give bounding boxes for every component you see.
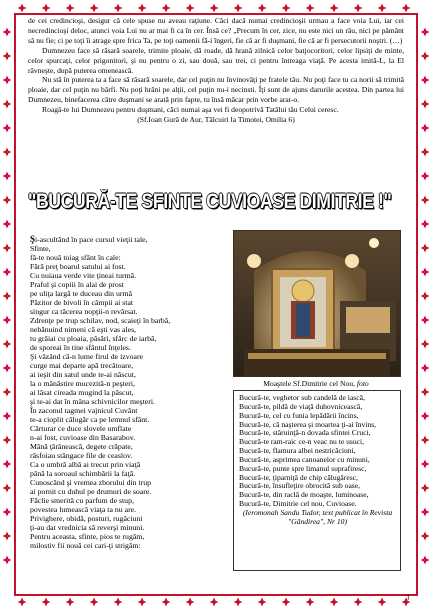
poem-line: ai pornit cu duhul pe drumuri de soare.	[30, 487, 152, 496]
acatist-line: Bucură-te, din raclă de moaşte, luminoase,	[239, 491, 369, 500]
border-ornament-icon	[2, 123, 12, 133]
poem-line: ai ieşit din satul unde te-ai născut,	[30, 370, 136, 379]
poem-line: te-a cioplit călugăr ca pe lemnul sfânt.	[30, 415, 150, 424]
border-ornament-icon	[2, 267, 12, 277]
poem-line: pe uliţa largă te duceau din urmă	[30, 289, 133, 298]
relics-photo	[233, 230, 401, 377]
border-ornament-icon	[2, 195, 12, 205]
border-ornament-icon	[420, 99, 430, 109]
poem-line: ai lăsat cireada mugind la păscut,	[30, 388, 134, 397]
border-ornament-icon	[113, 3, 123, 13]
poem-line: de sporeai în tine sfântul înţeles.	[30, 343, 131, 352]
border-ornament-icon	[420, 147, 430, 157]
poem-line: la o mănăstire mucezită-n peşteri,	[30, 379, 135, 388]
border-ornament-icon	[137, 597, 147, 607]
border-ornament-icon	[420, 123, 430, 133]
poem-line: Fără preţ boarul satului ai fost.	[30, 262, 126, 271]
poem-line: curge mai departe apă trecătoare,	[30, 361, 134, 370]
border-ornament-icon	[233, 597, 243, 607]
border-ornament-icon	[161, 3, 171, 13]
border-ornament-icon	[65, 597, 75, 607]
homily-excerpt	[28, 16, 404, 125]
poem-line: Pentru aceasta, sfinte, pios te rugăm,	[30, 532, 145, 541]
border-ornament-icon	[2, 147, 12, 157]
poem-line: Făclie smerită cu parfum de stup,	[30, 496, 134, 505]
border-ornament-icon	[209, 3, 219, 13]
poem-line: Mână ţărănească, degete crăpate,	[30, 442, 133, 451]
border-ornament-icon	[420, 531, 430, 541]
border-ornament-icon	[377, 3, 387, 13]
border-ornament-icon	[281, 597, 291, 607]
poem-line: Cărturar ce duce slovele umflate	[30, 424, 132, 433]
acatist-line: Bucură-te, asprimea canoanelor cu minuni,	[239, 455, 370, 464]
poem	[30, 235, 230, 550]
acatist-line: Bucură-te, pildă de viaţă duhovnicească,	[239, 402, 363, 411]
poem-line: nebănuind nimeni că eşti vas ales,	[30, 325, 137, 334]
border-ornament-icon	[2, 171, 12, 181]
border-ornament-icon	[41, 597, 51, 607]
poem-line: În zaconul tagmei vajnicul Cuvânt	[30, 406, 138, 415]
border-ornament-icon	[420, 267, 430, 277]
border-ornament-icon	[401, 3, 411, 13]
border-ornament-icon	[2, 459, 12, 469]
border-ornament-icon	[209, 597, 219, 607]
poem-line: Cunoscând şi vremea zborului din trup	[30, 478, 152, 487]
border-ornament-icon	[420, 459, 430, 469]
border-ornament-icon	[420, 171, 430, 181]
border-ornament-icon	[2, 363, 12, 373]
poem-initial: Ş	[30, 234, 36, 244]
poem-line: Ca o umbră albă ai trecut prin viaţă	[30, 460, 141, 469]
border-ornament-icon	[420, 387, 430, 397]
border-ornament-icon	[233, 3, 243, 13]
poem-line: povestea lumească viaţa ta nu are.	[30, 505, 137, 514]
border-ornament-icon	[2, 219, 12, 229]
acatist-line: Bucură-te, că naşterea şi moartea ţi-ai învins,	[239, 420, 377, 429]
poem-line: ţi-au dat vrednicia să reverşi minuni.	[30, 523, 145, 532]
border-ornament-icon	[2, 555, 12, 565]
border-ornament-icon	[281, 3, 291, 13]
poem-line-text: i-ascultând în pace cursul vieţii tale,	[35, 235, 148, 244]
poem-line: Şi văzând că-n lume firul de izvoare	[30, 352, 144, 361]
poem-line: Sfinte,	[30, 244, 51, 253]
border-ornament-icon	[420, 435, 430, 445]
homily-paragraph: de cei credincioşi, desigur că cele spuse nu aveau raţiune. Căci dacă numai credincioşii urmau a face voia Lui, iar cei necredincioşi deloc, atunci voia Lui nu ar mai fi ca în cer. Însă ce? „Precum în cer, zice, nu este nici un rău, nici pe pământ să nu fie; ci pe toţi îi atrage spre frica Ta, pe toţi oamenii fă-i îngeri, fie că ar fi duşmani, fie că ar fi persecutorii noştri. (…)	[28, 16, 404, 45]
border-ornament-icon	[420, 27, 430, 37]
border-ornament-icon	[17, 597, 27, 607]
border-ornament-icon	[420, 291, 430, 301]
poem-line: Praful şi copiii în alai de prost	[30, 280, 124, 289]
border-ornament-icon	[420, 195, 430, 205]
border-ornament-icon	[137, 3, 147, 13]
border-ornament-icon	[420, 51, 430, 61]
page-title: "BUCURĂ-TE SFINTE CUVIOASE DIMITRIE !"	[28, 190, 392, 213]
border-ornament-icon	[2, 243, 12, 253]
poem-line: Cu nuiaua verde vite ţineai turmă.	[30, 271, 137, 280]
acatist-line: Bucură-te, Dimitrie cel nou, Cuvioase.	[239, 500, 357, 509]
poem-line: fă-te nouă toiag sfânt în cale:	[30, 253, 121, 262]
poem-line: până la soroaul schimbării la faţă.	[30, 469, 136, 478]
poem-line: tu grăiai cu ploaia, păsări, sfârc de iarbă,	[30, 334, 157, 343]
border-ornament-icon	[185, 3, 195, 13]
poem-line: singur ca tăcerea nopţii-n revărsat.	[30, 307, 138, 316]
border-ornament-icon	[2, 531, 12, 541]
border-ornament-icon	[185, 597, 195, 607]
caption-italic: foto	[356, 379, 369, 388]
border-ornament-icon	[2, 339, 12, 349]
homily-citation: (Sf.Ioan Gură de Aur, Tâlcuiri la Timotei, Omilia 6)	[137, 115, 295, 125]
border-ornament-icon	[420, 555, 430, 565]
border-ornament-icon	[2, 99, 12, 109]
border-ornament-icon	[2, 483, 12, 493]
border-ornament-icon	[41, 3, 51, 13]
acatist-line: Bucură-te, veghetor sub candelă de iască,	[239, 394, 365, 402]
border-ornament-icon	[420, 243, 430, 253]
acatist-line: Bucură-te, ţiparniţă de chip călugăresc,	[239, 473, 358, 482]
page-number: 3	[406, 594, 410, 602]
acatist-source: (Ieromonah Sandu Tudor, text publicat în Revista "Gândirea", Nr 10)	[242, 508, 393, 526]
border-ornament-icon	[353, 3, 363, 13]
poem-line	[30, 235, 230, 244]
photo-caption	[233, 379, 399, 388]
border-ornament-icon	[161, 597, 171, 607]
border-ornament-icon	[2, 75, 12, 85]
border-ornament-icon	[257, 597, 267, 607]
poem-line: Zdrenţe pe trup schilav, nod, scaieţi în barbă,	[30, 316, 171, 325]
poem-line: n-ai fost, cuvioase din Basarabov.	[30, 433, 136, 442]
border-ornament-icon	[2, 411, 12, 421]
poem-line: Privighere, obidă, posturi, rugăciuni	[30, 514, 143, 523]
homily-paragraph: Roagă-te lui Dumnezeu pentru duşmani, căci numai aşa vei fi deopotrivă Tatălui tău Celui ceresc.	[42, 105, 339, 115]
border-ornament-icon	[420, 75, 430, 85]
border-ornament-icon	[2, 27, 12, 37]
acatist-line: Bucură-te ram-raic ce-n veac nu te usuci,	[239, 438, 365, 447]
border-ornament-icon	[329, 3, 339, 13]
border-ornament-icon	[377, 597, 387, 607]
border-ornament-icon	[305, 597, 315, 607]
homily-paragraph: Nu stă în puterea ta a face să răsară soarele, dar cel puţin nu învinovăţi pe fratele tău. Nu poţi face tu ca norii să trimită ploaie, dar cel puţin nu bârfi. Nu poţi hrăni pe alţii, cel puţin nu-i necinsti. Îţi sunt de ajuns darurile acestea. Din partea lui Dumnezeu, binefacerea către duşmani se arată prin fapte, tu însă măcar prin vorbe arat-o.	[28, 75, 404, 105]
border-ornament-icon	[113, 597, 123, 607]
caption-text: Moaştele Sf.Dimitrie cel Nou,	[263, 379, 357, 388]
acatist-line: Bucură-te, flamura albei nestricăciuni,	[239, 447, 356, 456]
border-ornament-icon	[420, 219, 430, 229]
border-ornament-icon	[420, 363, 430, 373]
poem-line: răsfoiau stângace file de ceaslov.	[30, 451, 133, 460]
border-ornament-icon	[329, 597, 339, 607]
border-ornament-icon	[420, 507, 430, 517]
border-ornament-icon	[65, 3, 75, 13]
border-ornament-icon	[420, 411, 430, 421]
acatist-line: Bucură-te, însufleţire obrocită sub oase,	[239, 482, 361, 491]
acatist-line: Bucură-te, cel cu funia lepădării încins,	[239, 411, 359, 420]
border-ornament-icon	[17, 3, 27, 13]
acatist-line: Bucură-te, punte spre limanul suprafiresc,	[239, 464, 367, 473]
border-ornament-icon	[2, 507, 12, 517]
poem-line: Păzitor de bivoli în câmpii ai stat	[30, 298, 134, 307]
poem-line: şi te-ai dat în mâna schivnicilor meşteri.	[30, 397, 155, 406]
border-ornament-icon	[257, 3, 267, 13]
border-ornament-icon	[420, 483, 430, 493]
border-ornament-icon	[2, 387, 12, 397]
border-ornament-icon	[89, 597, 99, 607]
poem-line: milostiv fii nouă cei cari-ţi strigăm:	[30, 541, 141, 550]
border-ornament-icon	[420, 339, 430, 349]
acatist-line: Bucură-te, stăruinţă-n dovada sfintei Cruci,	[239, 429, 371, 438]
border-ornament-icon	[89, 3, 99, 13]
border-ornament-icon	[2, 315, 12, 325]
border-ornament-icon	[2, 435, 12, 445]
border-ornament-icon	[305, 3, 315, 13]
homily-paragraph: Dumnezeu face să răsară soarele, trimite ploaie, dă roade, dă hrană zilnică celor batjocoritori, celor lipsiţi de minte, celor spurcaţi, celor prigonitori, şi nu pentru o zi, sau două, sau trei, ci pentru întreaga viaţă. Pe acesta imită-L, la El râvneşte, după puterea omenească.	[28, 45, 404, 75]
border-ornament-icon	[2, 291, 12, 301]
border-ornament-icon	[353, 597, 363, 607]
acatist-box	[233, 390, 401, 571]
border-ornament-icon	[420, 315, 430, 325]
border-ornament-icon	[2, 51, 12, 61]
